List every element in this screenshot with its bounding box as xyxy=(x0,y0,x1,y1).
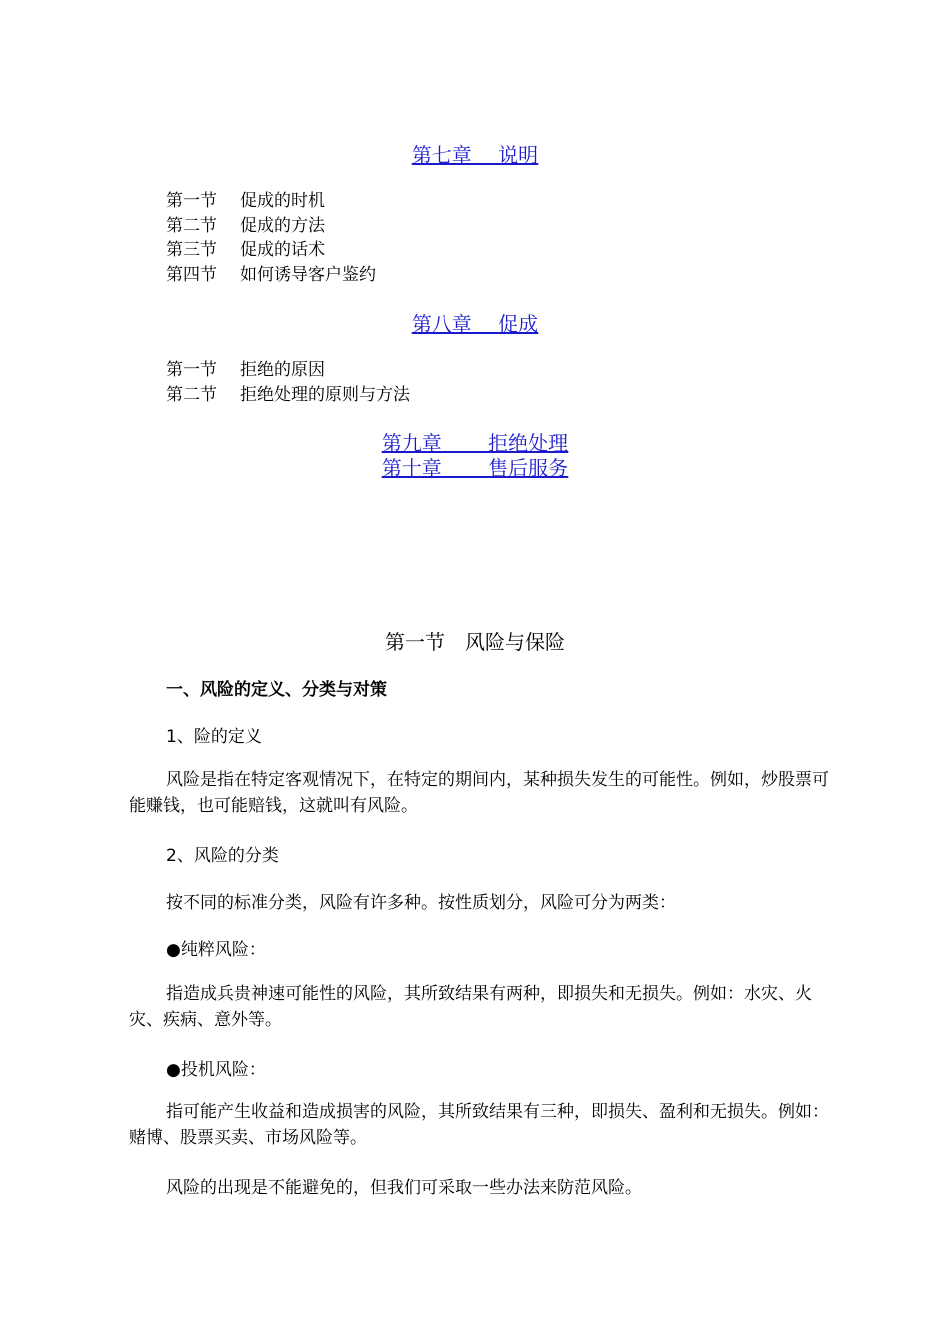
toc-chapter-9-label[interactable]: 第九章 拒绝处理 xyxy=(381,431,569,455)
toc-section-num: 第三节 xyxy=(166,240,217,260)
toc-section-title: 促成的时机 xyxy=(240,191,325,211)
toc-chapter-10-label[interactable]: 第十章 售后服务 xyxy=(381,456,569,480)
toc-section-title: 如何诱导客户鉴约 xyxy=(240,265,376,285)
paragraph-pure-risk: 指造成兵贵神速可能性的风险，其所致结果有两种，即损失和无损失。例如：水灾、火灾、疾病、意外等。 xyxy=(129,984,812,1030)
toc-section-7-1 xyxy=(166,186,325,211)
toc-section-num: 第二节 xyxy=(166,385,217,405)
toc-section-num: 第四节 xyxy=(166,265,217,285)
section-title: 第一节 风险与保险 xyxy=(385,630,565,654)
paragraph-classification: 按不同的标准分类，风险有许多种。按性质划分，风险可分为两类： xyxy=(166,893,676,913)
toc-section-8-1 xyxy=(166,355,325,380)
subheading-classification: 2、风险的分类 xyxy=(166,846,279,866)
toc-section-title: 拒绝的原因 xyxy=(240,360,325,380)
toc-section-title: 拒绝处理的原则与方法 xyxy=(240,385,410,405)
paragraph-speculative-risk: 指可能产生收益和造成损害的风险，其所致结果有三种，即损失、盈利和无损失。例如：赌博、股票买卖、市场风险等。 xyxy=(129,1102,829,1148)
toc-section-7-4 xyxy=(166,260,376,285)
toc-chapter-8-label[interactable]: 第八章 促成 xyxy=(411,312,539,336)
subheading-definition: 1、险的定义 xyxy=(166,727,262,747)
bullet-speculative-risk: ●投机风险： xyxy=(166,1060,266,1080)
toc-section-num: 第二节 xyxy=(166,216,217,236)
paragraph-definition: 风险是指在特定客观情况下，在特定的期间内，某种损失发生的可能性。例如，炒股票可能赚钱，也可能赔钱，这就叫有风险。 xyxy=(129,770,829,816)
toc-chapter-10-link[interactable] xyxy=(0,452,950,481)
toc-chapter-7-link[interactable] xyxy=(0,139,950,168)
toc-chapter-7-label[interactable]: 第七章 说明 xyxy=(411,143,539,167)
toc-chapter-8-link[interactable] xyxy=(0,308,950,337)
toc-section-8-2 xyxy=(166,380,410,405)
heading-risk-definition: 一、风险的定义、分类与对策 xyxy=(166,680,387,700)
toc-section-7-3 xyxy=(166,235,325,260)
toc-section-title: 促成的话术 xyxy=(240,240,325,260)
paragraph-risk-prevention: 风险的出现是不能避免的，但我们可采取一些办法来防范风险。 xyxy=(166,1178,642,1198)
bullet-pure-risk: ●纯粹风险： xyxy=(166,940,266,960)
toc-section-7-2 xyxy=(166,211,325,236)
toc-section-num: 第一节 xyxy=(166,360,217,380)
toc-section-num: 第一节 xyxy=(166,191,217,211)
toc-section-title: 促成的方法 xyxy=(240,216,325,236)
